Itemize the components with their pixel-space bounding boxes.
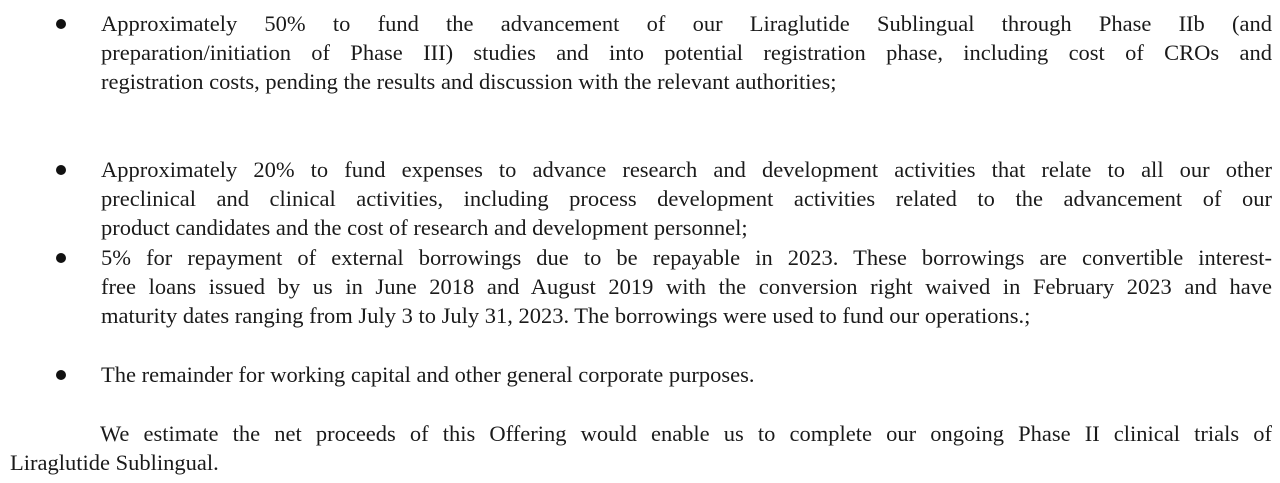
text-line: Liraglutide Sublingual. <box>10 450 219 475</box>
text-line: Approximately 20% to fund expenses to advance research and development activities that relate to all our other <box>101 157 1272 182</box>
text-line: maturity dates ranging from July 3 to July 31, 2023. The borrowings were used to fund our operations.; <box>101 303 1031 328</box>
bullet-icon <box>56 165 66 175</box>
text-line: preparation/initiation of Phase III) studies and into potential registration phase, including cost of CROs and <box>101 40 1272 65</box>
text-line: We estimate the net proceeds of this Offering would enable us to complete our ongoing Phase II clinical trials of <box>100 421 1272 446</box>
bullet-text <box>101 360 1272 389</box>
text-line: free loans issued by us in June 2018 and August 2019 with the conversion right waived in February 2023 and have <box>101 274 1272 299</box>
text-line: Approximately 50% to fund the advancement of our Liraglutide Sublingual through Phase IIb (and <box>101 11 1272 36</box>
text-line: 5% for repayment of external borrowings due to be repayable in 2023. These borrowings are convertible interest- <box>101 245 1272 270</box>
closing-paragraph <box>10 419 1272 477</box>
bullet-icon <box>56 19 66 29</box>
text-line: preclinical and clinical activities, including process development activities related to the advancement of our <box>101 186 1272 211</box>
bullet-text <box>101 155 1272 242</box>
bullet-icon <box>56 253 66 263</box>
text-line: product candidates and the cost of research and development personnel; <box>101 215 748 240</box>
text-line: registration costs, pending the results and discussion with the relevant authorities; <box>101 69 837 94</box>
text-line: The remainder for working capital and other general corporate purposes. <box>101 362 755 387</box>
bullet-icon <box>56 370 66 380</box>
bullet-text <box>101 243 1272 330</box>
bullet-text <box>101 9 1272 96</box>
